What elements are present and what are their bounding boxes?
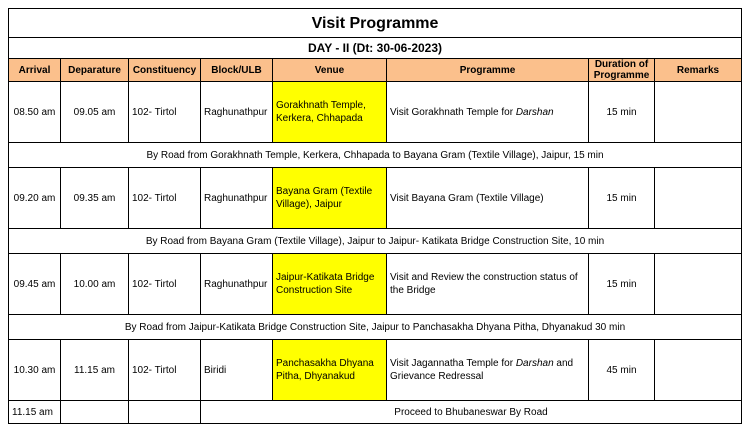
programme-text: Visit Bayana Gram (Textile Village) [390, 192, 544, 204]
header-remarks: Remarks [655, 59, 742, 82]
venue-cell: Jaipur-Katikata Bridge Construction Site [273, 254, 387, 315]
programme-cell [387, 82, 589, 143]
header-venue: Venue [273, 59, 387, 82]
departure-cell: 11.15 am [61, 340, 129, 401]
table-row [9, 340, 742, 401]
header-block: Block/ULB [201, 59, 273, 82]
programme-cell [387, 254, 589, 315]
header-programme: Programme [387, 59, 589, 82]
venue-cell: Gorakhnath Temple, Kerkera, Chhapada [273, 82, 387, 143]
final-text-cell: Proceed to Bhubaneswar By Road [201, 401, 742, 424]
table-row [9, 254, 742, 315]
arrival-cell: 09.20 am [9, 168, 61, 229]
page-title: Visit Programme [9, 9, 742, 38]
arrival-cell: 08.50 am [9, 82, 61, 143]
remarks-cell [655, 254, 742, 315]
remarks-cell [655, 82, 742, 143]
route-row: By Road from Bayana Gram (Textile Village), Jaipur to Jaipur- Katikata Bridge Construction Site, 10 min [9, 229, 742, 254]
programme-cell [387, 168, 589, 229]
block-cell: Raghunathpur [201, 168, 273, 229]
arrival-cell: 09.45 am [9, 254, 61, 315]
route-row: By Road from Jaipur-Katikata Bridge Construction Site, Jaipur to Panchasakha Dhyana Pitha, Dhyanakud 30 min [9, 315, 742, 340]
constituency-cell: 102- Tirtol [129, 340, 201, 401]
header-arrival: Arrival [9, 59, 61, 82]
arrival-cell: 10.30 am [9, 340, 61, 401]
constituency-cell: 102- Tirtol [129, 82, 201, 143]
table-row [9, 82, 742, 143]
constituency-cell: 102- Tirtol [129, 168, 201, 229]
constituency-cell: 102- Tirtol [129, 254, 201, 315]
programme-cell [387, 340, 589, 401]
day-heading: DAY - II (Dt: 30-06-2023) [9, 38, 742, 59]
visit-programme-document [8, 8, 741, 424]
departure-cell: 09.35 am [61, 168, 129, 229]
programme-emphasis: Darshan [515, 358, 554, 369]
header-row [9, 59, 742, 82]
programme-text: Visit Jagannatha Temple for [390, 358, 516, 369]
duration-cell: 15 min [589, 82, 655, 143]
block-cell: Biridi [201, 340, 273, 401]
programme-emphasis: Darshan [515, 106, 554, 118]
block-cell: Raghunathpur [201, 254, 273, 315]
programme-text-post: and Grievance Redressal [390, 358, 574, 382]
duration-cell: 45 min [589, 340, 655, 401]
final-arrival-cell: 11.15 am [9, 401, 61, 424]
block-cell: Raghunathpur [201, 82, 273, 143]
remarks-cell [655, 340, 742, 401]
programme-text: Visit and Review the construction status of the Bridge [390, 272, 578, 296]
duration-cell: 15 min [589, 254, 655, 315]
programme-table [8, 8, 742, 424]
final-row [9, 401, 742, 424]
header-departure: Deparature [61, 59, 129, 82]
table-row [9, 168, 742, 229]
departure-cell: 10.00 am [61, 254, 129, 315]
empty-cell [61, 401, 129, 424]
venue-cell: Panchasakha Dhyana Pitha, Dhyanakud [273, 340, 387, 401]
venue-cell: Bayana Gram (Textile Village), Jaipur [273, 168, 387, 229]
remarks-cell [655, 168, 742, 229]
header-constituency: Constituency [129, 59, 201, 82]
duration-cell: 15 min [589, 168, 655, 229]
programme-text: Visit Gorakhnath Temple for [390, 106, 516, 118]
empty-cell [129, 401, 201, 424]
departure-cell: 09.05 am [61, 82, 129, 143]
header-duration: Duration of Programme [589, 59, 655, 82]
route-row: By Road from Gorakhnath Temple, Kerkera, Chhapada to Bayana Gram (Textile Village), Jaipur, 15 min [9, 143, 742, 168]
